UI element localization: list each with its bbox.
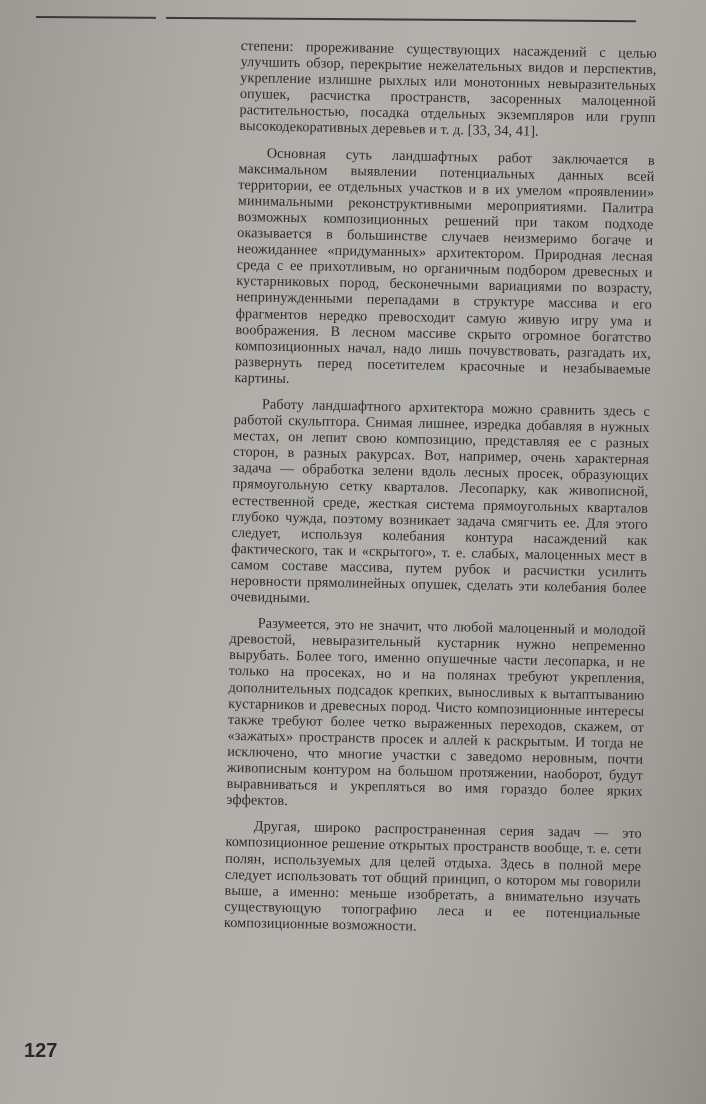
paragraph: Другая, широко распространенная серия задач — это композиционное решение открытых пространств вообще, т. е. сети полян, используемых для целей отдыха. Здесь в полной мере следует использовать тот общий принцип, о котором мы говорили выше, а именно: меньше изобретать, а внимательно изучать существующую топографию леса и ее потенциальные композиционные возможности. bbox=[223, 818, 642, 935]
body-text-column bbox=[224, 38, 657, 949]
header-rule-gap bbox=[156, 12, 166, 22]
header-rule bbox=[36, 16, 636, 22]
paragraph-continuation: степени: прореживание существующих насаждений с целью улучшить обзор, перекрытие нежелательных видов и перспектив, укрепление излишне рыхлых или монотонных невыразительных опушек, расчистка пространств, засоренных малоценной растительностью, посадка отдельных экземпляров или групп высокодекоративных деревьев и т. д. [33, 34, 41]. bbox=[239, 38, 657, 141]
paragraph: Основная суть ландшафтных работ заключается в максимальном выявлении потенциальных данных всей территории, ее отдельных участков и в их умелом «проявлении» минимальными реконструктивными мероприятиями. Палитра возможных композиционных решений при таком подходе оказывается в большинстве случаев неизмеримо богаче и неожиданнее «придуманных» архитектором. Природная лесная среда с ее прихотливым, но органичным подбором древесных и кустарниковых пород, бесконечными вариациями по возрасту, непринужденными перепадами в структуре массива и его фрагментов нередко превосходит самую живую игру ума и воображения. В лесном массиве скрыто огромное богатство композиционных начал, надо лишь почувствовать, разгадать их, развернуть перед посетителем красочные и незабываемые картины. bbox=[234, 145, 655, 387]
paragraph: Работу ландшафтного архитектора можно сравнить здесь с работой скульптора. Снимая лишнее, изредка добавляя в нужных местах, он лепит свою композицию, представляя ее с разных сторон, в разных ракурсах. Вот, например, очень характерная задача — обработка зелени вдоль лесных просек, образующих прямоугольную сетку кварталов. Лесопарку, как живописной, естественной среде, жесткая система прямоугольных кварталов глубоко чужда, поэтому возникает задача смягчить ее. Для этого следует, используя колебания контура насаждений как фактического, так и «скрытого», т. е. слабых, малоценных мест в самом составе массива, путем рубок и расчистки усилить неровности прямолинейных опушек, сделать эти колебания более очевидными. bbox=[230, 396, 651, 607]
page-number: 127 bbox=[24, 1040, 58, 1062]
paragraph: Разумеется, это не значит, что любой малоценный и молодой древостой, невыразительный кустарник нужно непременно вырубать. Более того, именно опушечные части лесопарка, и не только на просеках, но и на полянах требуют укрепления, дополнительных подсадок крепких, выносливых к вытаптыванию кустарников и древесных пород. Чисто композиционные интересы также требуют более четко выраженных переходов, скажем, от «зажатых» пространств просек и аллей к раскрытым. И тогда не исключено, что многие участки с заведомо неровным, почти живописным контуром на большом протяжении, наоборот, будут выравниваться и укрепляться во имя гораздо более ярких эффектов. bbox=[226, 615, 646, 810]
